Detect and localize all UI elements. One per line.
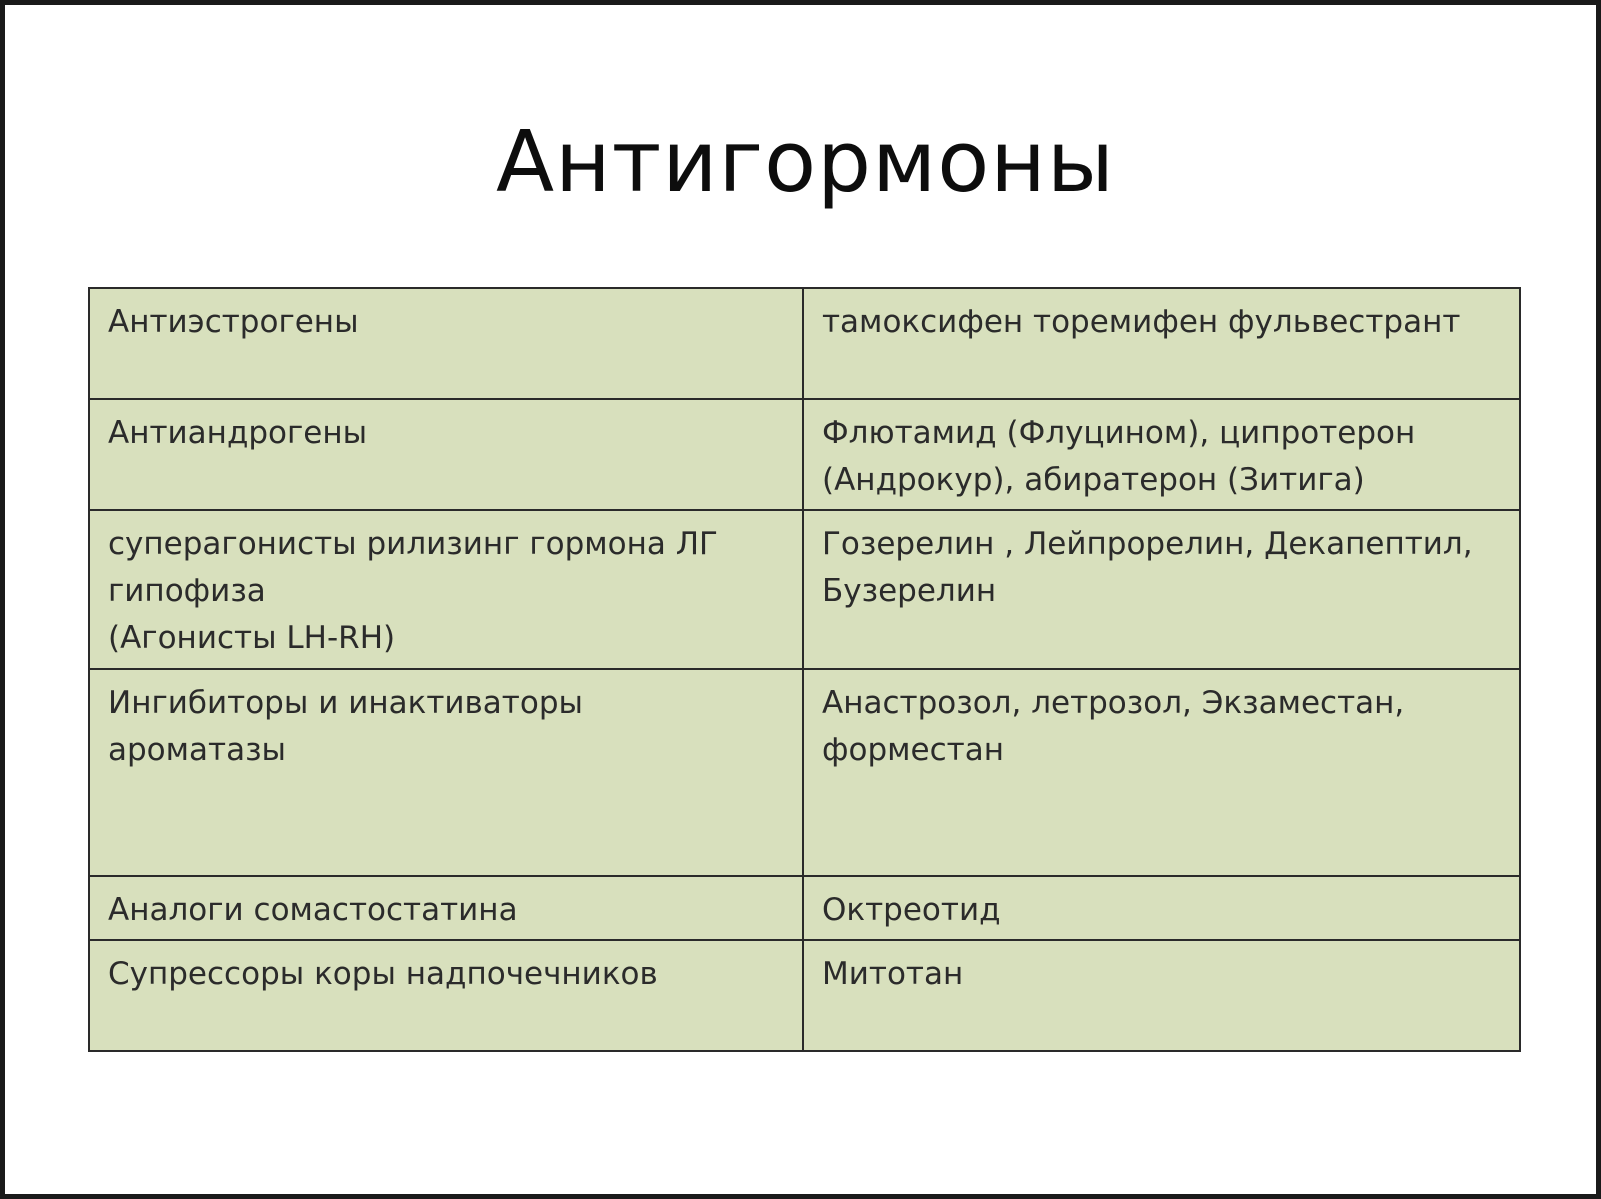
drugs-text: Митотан (822, 956, 964, 992)
category-text: гипофиза (108, 573, 266, 609)
table-row (89, 510, 1520, 669)
drugs-cell (803, 288, 1520, 399)
drugs-text: форместан (822, 732, 1004, 768)
category-text: Антиэстрогены (108, 304, 359, 340)
drugs-text: Анастрозол, летрозол, Экзаместан, (822, 685, 1405, 721)
drugs-cell (803, 876, 1520, 940)
category-text: (Агонисты LH-RH) (108, 620, 396, 656)
drugs-cell (803, 510, 1520, 669)
category-cell (89, 399, 803, 510)
category-cell (89, 940, 803, 1051)
drugs-text: Бузерелин (822, 573, 997, 609)
antihormones-table (88, 287, 1521, 1052)
table-row (89, 288, 1520, 399)
category-text: Ингибиторы и инактиваторы (108, 685, 583, 721)
drugs-text: Октреотид (822, 892, 1001, 928)
category-cell (89, 510, 803, 669)
slide-title: Антигормоны (496, 113, 1115, 212)
table-row (89, 876, 1520, 940)
category-cell (89, 669, 803, 876)
category-text: Аналоги сомастостатина (108, 892, 518, 928)
drugs-text: (Андрокур), абиратерон (Зитига) (822, 462, 1365, 498)
drug-table-container (88, 287, 1519, 1052)
table-row (89, 399, 1520, 510)
drugs-text: Гозерелин , Лейпрорелин, Декапептил, (822, 526, 1473, 562)
drugs-cell (803, 940, 1520, 1051)
category-text: суперагонисты рилизинг гормона ЛГ (108, 526, 718, 562)
table-row (89, 940, 1520, 1051)
drugs-cell (803, 399, 1520, 510)
category-text: ароматазы (108, 732, 287, 768)
drugs-text: Флютамид (Флуцином), ципротерон (822, 415, 1416, 451)
category-text: Супрессоры коры надпочечников (108, 956, 658, 992)
category-cell (89, 876, 803, 940)
category-cell (89, 288, 803, 399)
table-row (89, 669, 1520, 876)
drugs-cell (803, 669, 1520, 876)
drugs-text: тамоксифен торемифен фульвестрант (822, 304, 1461, 340)
category-text: Антиандрогены (108, 415, 368, 451)
